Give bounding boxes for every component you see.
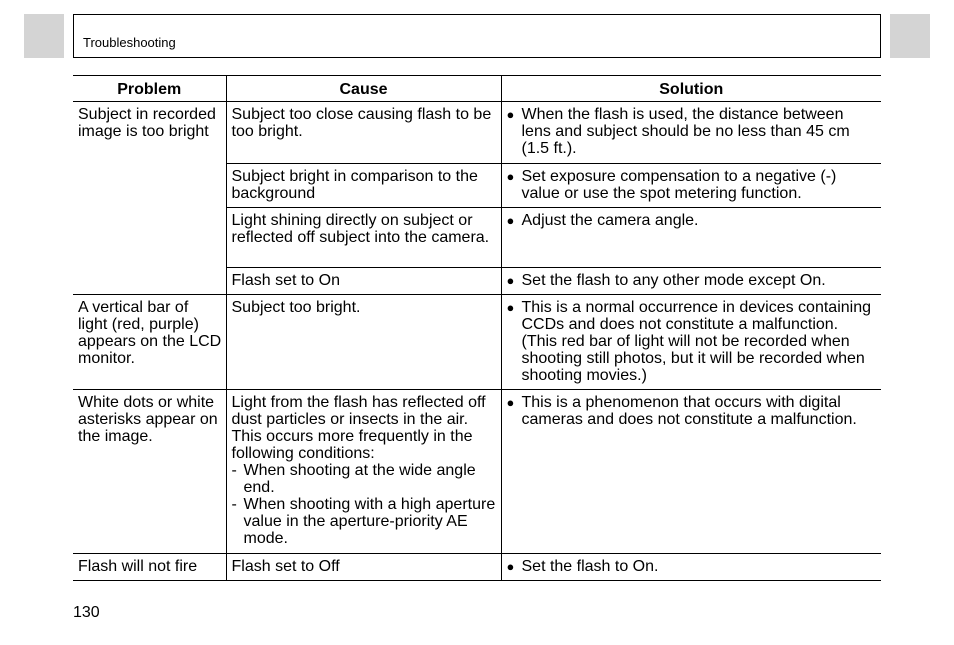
solution-text: Set the flash to On.: [521, 558, 659, 575]
cause-cell: Subject bright in comparison to the background: [226, 164, 501, 208]
solution-text: When the flash is used, the distance between lens and subject should be no less than 45 cm (1.5 ft.).: [521, 106, 850, 157]
bullet-icon: ●: [506, 395, 515, 410]
solution-text: Set the flash to any other mode except On.: [521, 272, 826, 289]
cause-cell: Subject too bright.: [226, 295, 501, 390]
problem-cell: Subject in recorded image is too bright: [73, 102, 226, 295]
cause-cell: Subject too close causing flash to be too bright.: [226, 102, 501, 164]
cause-cell: Light shining directly on subject or reflected off subject into the camera.: [226, 208, 501, 268]
problem-cell: Flash will not fire: [73, 554, 226, 581]
problem-cell: White dots or white asterisks appear on the image.: [73, 390, 226, 554]
cause-cell: Flash set to On: [226, 268, 501, 295]
column-header-cause: Cause: [226, 76, 501, 102]
table-row: [73, 554, 881, 581]
solution-cell: [501, 295, 881, 390]
solution-cell: [501, 102, 881, 164]
solution-text: Adjust the camera angle.: [521, 212, 699, 229]
solution-cell: [501, 390, 881, 554]
solution-text: Set exposure compensation to a negative (-) value or use the spot metering function.: [521, 168, 837, 202]
table-row: [73, 102, 881, 164]
solution-text: This is a phenomenon that occurs with digital cameras and does not constitute a malfunction.: [521, 394, 857, 428]
bullet-icon: ●: [506, 300, 515, 315]
left-page-tab: [24, 14, 64, 58]
section-title: Troubleshooting: [83, 35, 176, 50]
bullet-icon: ●: [506, 213, 515, 228]
cause-list-item: - When shooting at the wide angle end.: [231, 462, 476, 496]
problem-cell: A vertical bar of light (red, purple) appears on the LCD monitor.: [73, 295, 226, 390]
cause-text: Light from the flash has reflected off dust particles or insects in the air. This occurs more frequently in the following conditions:: [231, 394, 486, 462]
bullet-icon: ●: [506, 559, 515, 574]
solution-cell: [501, 268, 881, 295]
solution-text: This is a normal occurrence in devices containing CCDs and does not constitute a malfunction. (This red bar of light will not be recorded when shooting still photos, but it will be recorded when shooting movies.): [521, 299, 871, 384]
right-page-tab: [890, 14, 930, 58]
solution-cell: [501, 208, 881, 268]
table-header-row: [73, 76, 881, 102]
table-row: [73, 295, 881, 390]
column-header-problem: Problem: [73, 76, 226, 102]
table-row: [73, 390, 881, 554]
page-number: 130: [73, 604, 100, 621]
bullet-icon: ●: [506, 169, 515, 184]
cause-cell: [226, 390, 501, 554]
cause-cell: Flash set to Off: [226, 554, 501, 581]
section-header: [73, 14, 881, 58]
column-header-solution: Solution: [501, 76, 881, 102]
bullet-icon: ●: [506, 107, 515, 122]
solution-cell: [501, 164, 881, 208]
troubleshooting-table: [73, 75, 881, 581]
cause-list-item: - When shooting with a high aperture value in the aperture-priority AE mode.: [231, 496, 496, 547]
solution-cell: [501, 554, 881, 581]
bullet-icon: ●: [506, 273, 515, 288]
